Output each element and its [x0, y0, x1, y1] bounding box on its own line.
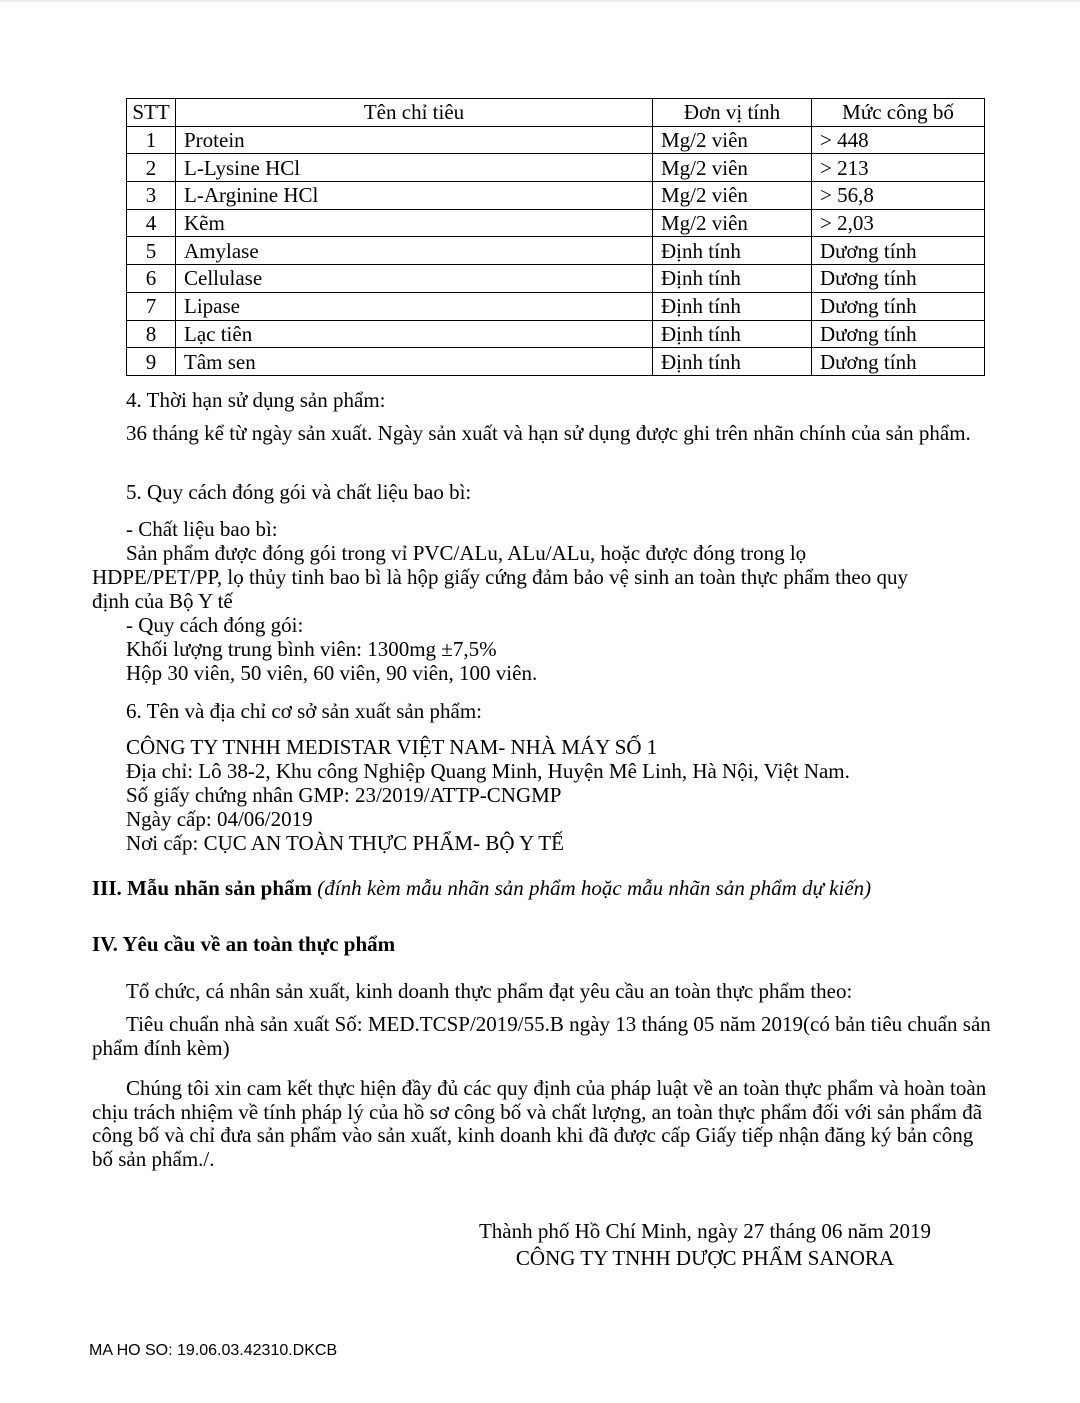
cell-unit: Định tính — [653, 320, 812, 348]
cell-criterion: Lạc tiên — [176, 320, 653, 348]
header-criterion: Tên chỉ tiêu — [176, 99, 653, 127]
cell-stt: 2 — [127, 154, 176, 182]
section-IV-title: IV. Yêu cầu về an toàn thực phẩm — [92, 932, 396, 956]
manufacturer-name: CÔNG TY TNHH MEDISTAR VIỆT NAM- NHÀ MÁY SỐ 1 — [126, 735, 658, 759]
commitment-paragraph: Chúng tôi xin cam kết thực hiện đầy đủ các quy định của pháp luật về an toàn thực phẩm và hoàn toàn chịu trách nhiệm về tính pháp lý của hồ sơ công bố và chất lượng, an toàn thực phẩm đối với sản phẩm đã công bố và chỉ đưa sản phẩm vào sản xuất, kinh doanh khi đã được cấp Giấy tiếp nhận đăng ký bản công bố sản phẩm./. — [92, 1076, 987, 1171]
material-text-line-3: định của Bộ Y tế — [92, 589, 233, 613]
cell-criterion: Lipase — [176, 292, 653, 320]
cell-stt: 3 — [127, 182, 176, 210]
cell-level: > 2,03 — [812, 209, 985, 237]
section-III — [92, 876, 992, 900]
section-4-text: 36 tháng kể từ ngày sản xuất. Ngày sản xuất và hạn sử dụng được ghi trên nhãn chính của sản phẩm. — [126, 421, 971, 445]
cell-level: > 56,8 — [812, 182, 985, 210]
table-row — [127, 237, 985, 265]
material-text-line-1: Sản phẩm được đóng gói trong vỉ PVC/ALu, ALu/ALu, hoặc được đóng trong lọ — [126, 541, 807, 565]
table-row — [127, 265, 985, 293]
section-IV-para-1: Tổ chức, cá nhân sản xuất, kinh doanh thực phẩm đạt yêu cầu an toàn thực phẩm theo: — [126, 979, 853, 1003]
cell-criterion: Kẽm — [176, 209, 653, 237]
top-border — [0, 0, 1080, 2]
section-III-title: III. Mẫu nhãn sản phẩm — [92, 876, 313, 900]
section-4-heading: 4. Thời hạn sử dụng sản phẩm: — [126, 388, 386, 412]
section-IV-para-2: Tiêu chuẩn nhà sản xuất Số: MED.TCSP/2019/55.B ngày 13 tháng 05 năm 2019(có bản tiêu chuẩn sản phẩm đính kèm) — [92, 1012, 991, 1060]
packing-weight: Khối lượng trung bình viên: 1300mg ±7,5% — [126, 637, 497, 661]
table-row — [127, 320, 985, 348]
cell-level: Dương tính — [812, 320, 985, 348]
table-header-row — [127, 99, 985, 127]
cell-criterion: Cellulase — [176, 265, 653, 293]
cell-stt: 8 — [127, 320, 176, 348]
header-declared-level: Mức công bố — [812, 99, 985, 127]
cell-unit: Mg/2 viên — [653, 182, 812, 210]
cell-unit: Định tính — [653, 292, 812, 320]
cell-criterion: Protein — [176, 126, 653, 154]
quality-spec-table — [126, 98, 985, 376]
cell-stt: 7 — [127, 292, 176, 320]
table-row — [127, 182, 985, 210]
signature-place-date: Thành phố Hồ Chí Minh, ngày 27 tháng 06 năm 2019 — [478, 1219, 932, 1243]
table-row — [127, 209, 985, 237]
cell-stt: 9 — [127, 348, 176, 376]
cell-unit: Mg/2 viên — [653, 126, 812, 154]
table-row — [127, 348, 985, 376]
section-III-note: (đính kèm mẫu nhãn sản phẩm hoặc mẫu nhãn sản phẩm dự kiến) — [317, 876, 872, 900]
cell-unit: Định tính — [653, 348, 812, 376]
dossier-code: MA HO SO: 19.06.03.42310.DKCB — [89, 1342, 338, 1359]
cell-level: > 213 — [812, 154, 985, 182]
packing-label: - Quy cách đóng gói: — [126, 613, 304, 637]
cell-stt: 1 — [127, 126, 176, 154]
table-row — [127, 126, 985, 154]
packing-boxes: Hộp 30 viên, 50 viên, 60 viên, 90 viên, 100 viên. — [126, 661, 538, 685]
cell-level: Dương tính — [812, 265, 985, 293]
gmp-issue-date: Ngày cấp: 04/06/2019 — [126, 807, 313, 831]
table-row — [127, 154, 985, 182]
cell-stt: 6 — [127, 265, 176, 293]
signature-company: CÔNG TY TNHH DƯỢC PHẨM SANORA — [515, 1246, 895, 1270]
section-6-heading: 6. Tên và địa chỉ cơ sở sản xuất sản phẩm: — [126, 699, 482, 723]
cell-level: Dương tính — [812, 348, 985, 376]
material-text-line-2: HDPE/PET/PP, lọ thủy tinh bao bì là hộp giấy cứng đảm bảo vệ sinh an toàn thực phẩm theo quy — [92, 565, 909, 589]
cell-level: > 448 — [812, 126, 985, 154]
cell-unit: Định tính — [653, 237, 812, 265]
cell-unit: Mg/2 viên — [653, 154, 812, 182]
header-unit: Đơn vị tính — [653, 99, 812, 127]
header-stt: STT — [127, 99, 176, 127]
section-5-heading: 5. Quy cách đóng gói và chất liệu bao bì: — [126, 480, 472, 504]
cell-unit: Định tính — [653, 265, 812, 293]
cell-criterion: L-Lysine HCl — [176, 154, 653, 182]
cell-level: Dương tính — [812, 237, 985, 265]
cell-criterion: L-Arginine HCl — [176, 182, 653, 210]
gmp-issuer: Nơi cấp: CỤC AN TOÀN THỰC PHẨM- BỘ Y TẾ — [126, 831, 564, 855]
cell-level: Dương tính — [812, 292, 985, 320]
cell-unit: Mg/2 viên — [653, 209, 812, 237]
material-label: - Chất liệu bao bì: — [126, 517, 278, 541]
gmp-certificate: Số giấy chứng nhân GMP: 23/2019/ATTP-CNGMP — [126, 783, 562, 807]
cell-stt: 4 — [127, 209, 176, 237]
cell-criterion: Amylase — [176, 237, 653, 265]
cell-stt: 5 — [127, 237, 176, 265]
cell-criterion: Tâm sen — [176, 348, 653, 376]
manufacturer-address: Địa chỉ: Lô 38-2, Khu công Nghiệp Quang Minh, Huyện Mê Linh, Hà Nội, Việt Nam. — [126, 759, 850, 783]
table-row — [127, 292, 985, 320]
